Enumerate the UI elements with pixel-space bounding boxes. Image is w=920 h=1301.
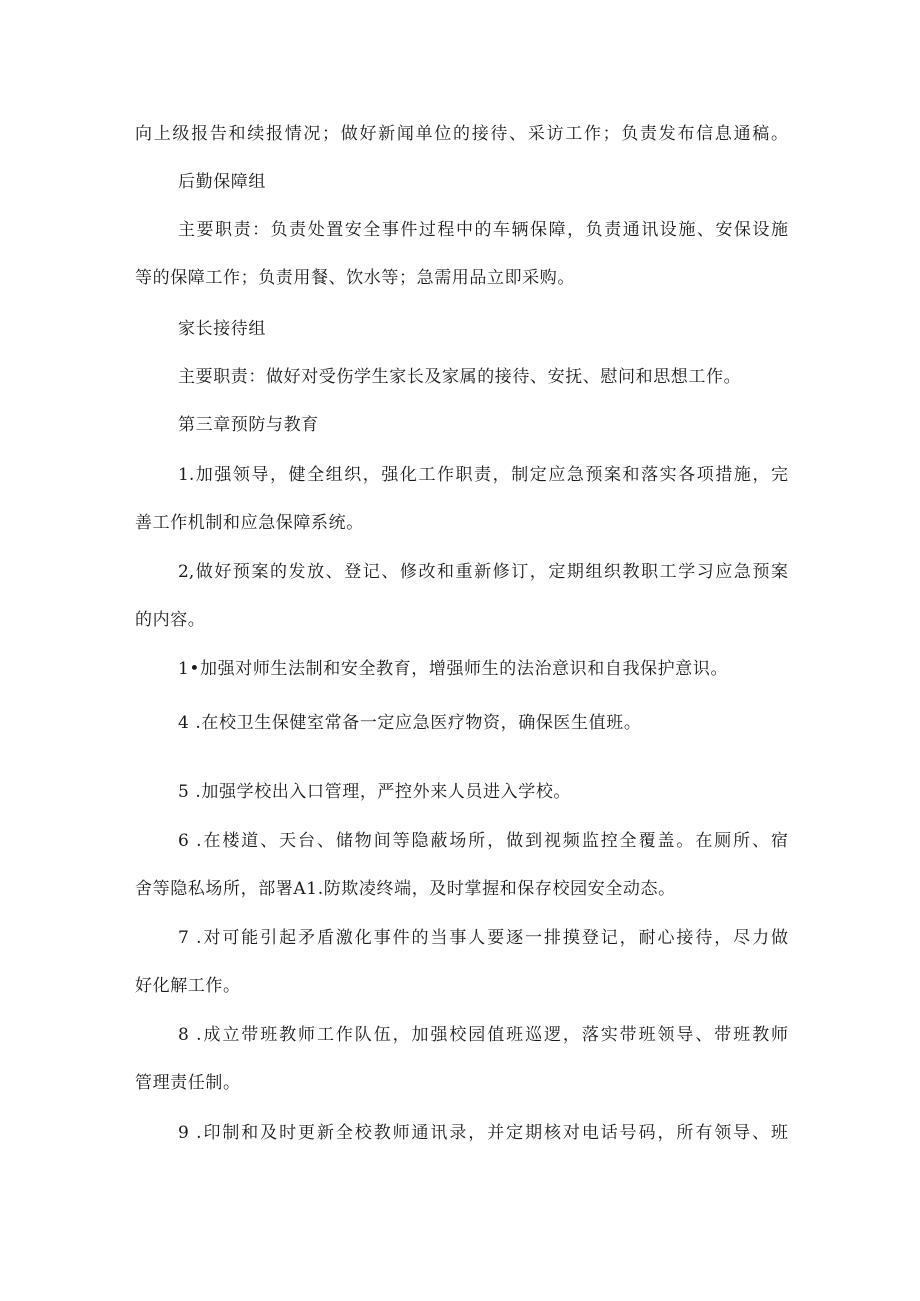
paragraph-line: 主要职责：负责处置安全事件过程中的车辆保障，负责通讯设施、安保设施	[178, 220, 788, 240]
list-item-line: 2,做好预案的发放、登记、修改和重新修订，定期组织教职工学习应急预案	[178, 562, 788, 582]
list-item-line: 舍等隐私场所，部署A1.防欺凌终端，及时掌握和保存校园安全动态。	[135, 879, 676, 899]
list-item-line: 4 .在校卫生保健室常备一定应急医疗物资，确保医生值班。	[178, 713, 642, 733]
list-item-line: 管理责任制。	[135, 1073, 241, 1093]
list-item-line: 6 .在楼道、天台、储物间等隐蔽场所，做到视频监控全覆盖。在厕所、宿	[178, 831, 788, 851]
list-item-line: 9 .印制和及时更新全校教师通讯录，并定期核对电话号码，所有领导、班	[178, 1123, 788, 1143]
list-item-line: 的内容。	[135, 610, 206, 630]
list-item-line: 8 .成立带班教师工作队伍，加强校园值班巡逻，落实带班领导、带班教师	[178, 1025, 788, 1045]
list-item-line: 7 .对可能引起矛盾激化事件的当事人要逐一排摸登记，耐心接待，尽力做	[178, 928, 788, 948]
paragraph-line: 等的保障工作；负责用餐、饮水等；急需用品立即采购。	[135, 268, 575, 288]
list-item-line: 1.加强领导，健全组织，强化工作职责，制定应急预案和落实各项措施，完	[178, 465, 788, 485]
section-heading: 后勤保障组	[178, 172, 266, 192]
chapter-heading: 第三章预防与教育	[178, 415, 319, 435]
list-item-line: 好化解工作。	[135, 976, 241, 996]
section-heading: 家长接待组	[178, 319, 266, 339]
list-item-line: 1•加强对师生法制和安全教育，增强师生的法治意识和自我保护意识。	[178, 659, 729, 679]
list-item-line: 5 .加强学校出入口管理，严控外来人员进入学校。	[178, 782, 572, 802]
list-item-line: 善工作机制和应急保障系统。	[135, 513, 364, 533]
paragraph-line: 向上级报告和续报情况；做好新闻单位的接待、采访工作；负责发布信息通稿。	[135, 124, 788, 144]
paragraph-line: 主要职责：做好对受伤学生家长及家属的接待、安抚、慰问和思想工作。	[178, 367, 742, 387]
